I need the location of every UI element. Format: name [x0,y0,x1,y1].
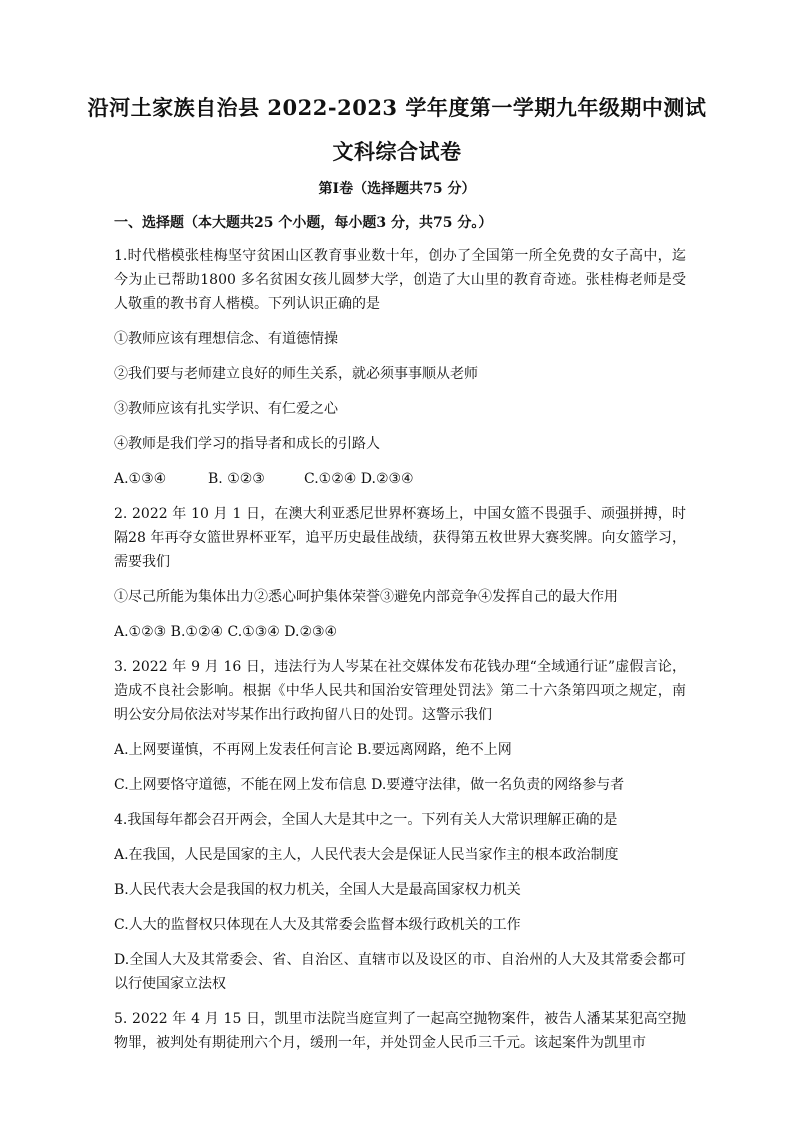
question-3-stem: 3. 2022 年 9 月 16 日，违法行为人岑某在社交媒体发布花钱办理“全域通行证”虚假言论，造成不良社会影响。根据《中华人民共和国治安管理处罚法》第二十六条第四项之规定，南明公安分局依法对岑某作出行政拘留八日的处罚。这警示我们 [114,659,686,723]
question-4-stem: 4.我国每年都会召开两会，全国人大是其中之一。下列有关人大常识理解正确的是 [114,812,618,828]
question-1-option-a: A.①③④ [114,471,167,487]
exam-subject-title: 文科综合试卷 [332,139,462,164]
question-1-statement-1: ①教师应该有理想信念、有道德情操 [114,331,338,347]
question-1-statement-4: ④教师是我们学习的指导者和成长的引路人 [114,436,380,452]
question-4-option-c: C.人大的监督权只体现在人大及其常委会监督本级行政机关的工作 [114,917,521,933]
question-4-option-d: D.全国人大及其常委会、省、自治区、直辖市以及设区的市、自治州的人大及其常委会都可以行使国家立法权 [114,952,686,992]
questions-body [114,244,686,1066]
question-5-stem: 5. 2022 年 4 月 15 日，凯里市法院当庭宣判了一起高空抛物案件，被告人潘某某犯高空抛物罪，被判处有期徒刑六个月，缓刑一年，并处罚金人民币三千元。该起案件为凯里市 [114,1011,686,1051]
volume-heading: 第I卷（选择题共75 分） [318,181,476,197]
question-3-options-ab: A.上网要谨慎，不再网上发表任何言论 B.要远离网路，绝不上网 [114,742,512,758]
question-1-option-b: B. ①②③ [208,471,265,487]
question-2-statements: ①尽己所能为集体出力②悉心呵护集体荣誉③避免内部竞争④发挥自己的最大作用 [114,589,618,605]
question-1-options [114,467,686,491]
question-1-stem: 1.时代楷模张桂梅坚守贫困山区教育事业数十年，创办了全国第一所全免费的女子高中，迄今为止已帮助1800 多名贫困女孩儿圆梦大学，创造了大山里的教育奇迹。张桂梅老师是受人敬重的教书育人楷模。下列认识正确的是 [114,248,686,312]
question-1-statement-2: ②我们要与老师建立良好的师生关系，就必须事事顺从老师 [114,366,478,382]
question-4-option-a: A.在我国，人民是国家的主人，人民代表大会是保证人民当家作主的根本政治制度 [114,847,619,863]
question-2-options: A.①②③ B.①②④ C.①③④ D.②③④ [114,624,338,640]
question-4-option-b: B.人民代表大会是我国的权力机关，全国人大是最高国家权力机关 [114,882,521,898]
question-1-statement-3: ③教师应该有扎实学识、有仁爱之心 [114,401,338,417]
question-1-option-cd: C.①②④ D.②③④ [304,471,414,487]
exam-title: 沿河土家族自治县 2022-2023 学年度第一学期九年级期中测试 [87,95,707,120]
section-heading: 一、选择题（本大题共25 个小题，每小题3 分，共75 分。） [114,215,493,231]
question-3-options-cd: C.上网要恪守道德，不能在网上发布信息 D.要遵守法律，做一名负责的网络参与者 [114,777,625,793]
question-2-stem: 2. 2022 年 10 月 1 日，在澳大利亚悉尼世界杯赛场上，中国女篮不畏强手、顽强拼搏，时隔28 年再夺女篮世界杯亚军，追平历史最佳战绩，获得第五枚世界大赛奖牌。向女篮学习，需要我们 [114,506,686,570]
